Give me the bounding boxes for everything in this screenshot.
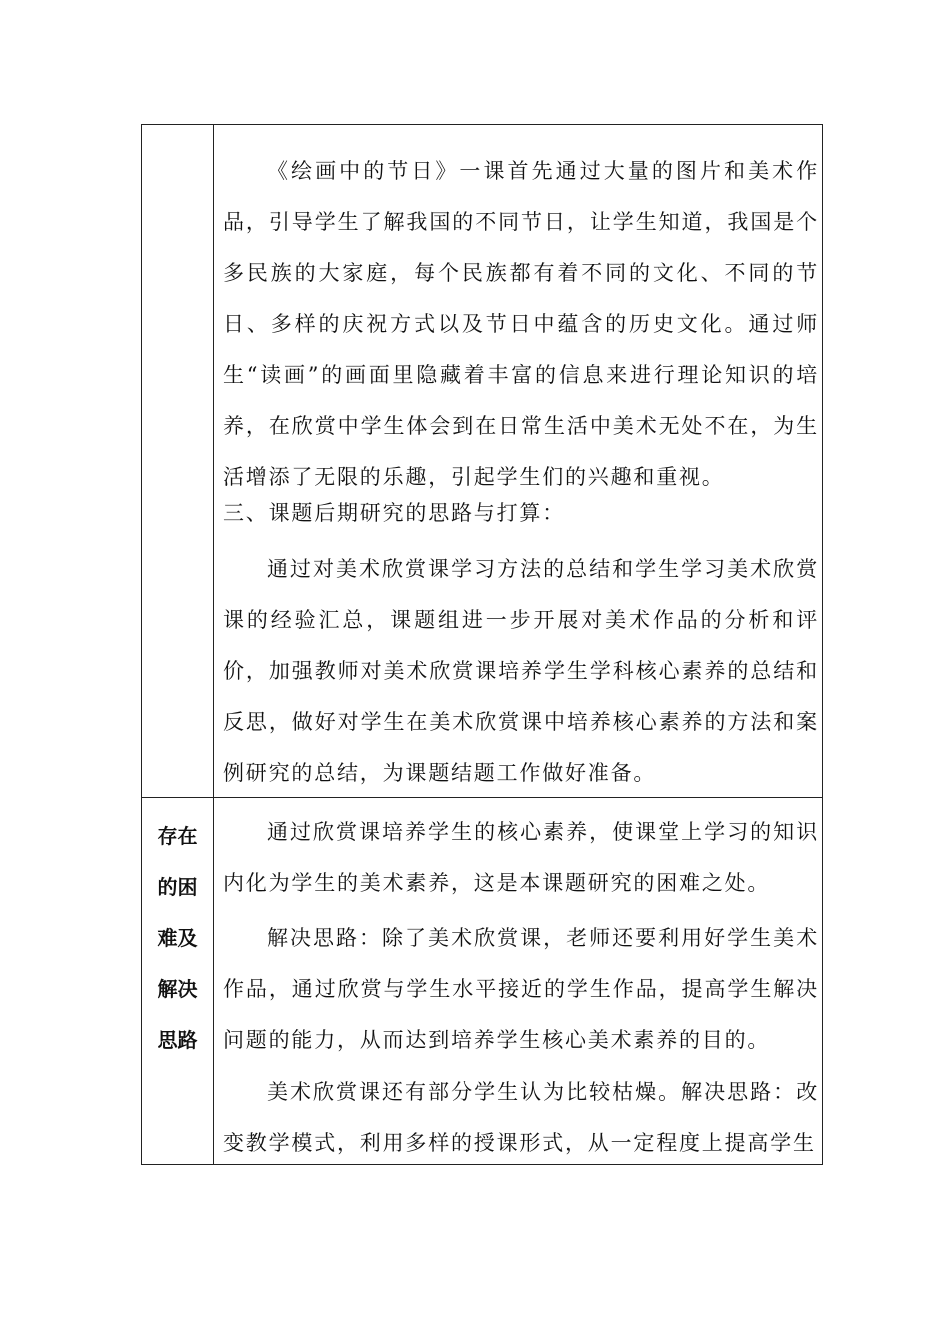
boring-solution-paragraph: 美术欣赏课还有部分学生认为比较枯燥。解决思路：改变教学模式，利用多样的授课形式，从一定程度上提高学生 <box>223 1080 819 1155</box>
lesson-description-paragraph: 《绘画中的节日》一课首先通过大量的图片和美术作品，引导学生了解我国的不同节日，让学生知道，我国是个多民族的大家庭，每个民族都有着不同的文化、不同的节日、多样的庆祝方式以及节日中蕴含的历史文化。通过师生“读画”的画面里隐藏着丰富的信息来进行理论知识的培养，在欣赏中学生体会到在日常生活中美术无处不在，为生活增添了无限的乐趣，引起学生们的兴趣和重视。 <box>223 159 819 489</box>
label-line: 存在 <box>157 824 198 848</box>
label-line: 解决 <box>157 977 198 1001</box>
label-line: 难及 <box>157 926 198 950</box>
report-table <box>141 124 823 1165</box>
difficulties-label <box>142 811 213 1066</box>
difficulty-paragraph: 通过欣赏课培养学生的核心素养，使课堂上学习的知识内化为学生的美术素养，这是本课题研究的困难之处。 <box>223 820 819 895</box>
label-line: 思路 <box>157 1028 198 1052</box>
future-plan-paragraph: 通过对美术欣赏课学习方法的总结和学生学习美术欣赏课的经验汇总，课题组进一步开展对美术作品的分析和评价，加强教师对美术欣赏课培养学生学科核心素养的总结和反思，做好对学生在美术欣赏课中培养核心素养的方法和案例研究的总结，为课题结题工作做好准备。 <box>223 557 819 785</box>
label-line: 的困 <box>157 875 198 899</box>
section-heading-three: 三、课题后期研究的思路与打算： <box>223 501 565 525</box>
column-divider <box>213 125 214 1164</box>
solution-paragraph: 解决思路：除了美术欣赏课，老师还要利用好学生美术作品，通过欣赏与学生水平接近的学生作品，提高学生解决问题的能力，从而达到培养学生核心美术素养的目的。 <box>223 926 819 1052</box>
